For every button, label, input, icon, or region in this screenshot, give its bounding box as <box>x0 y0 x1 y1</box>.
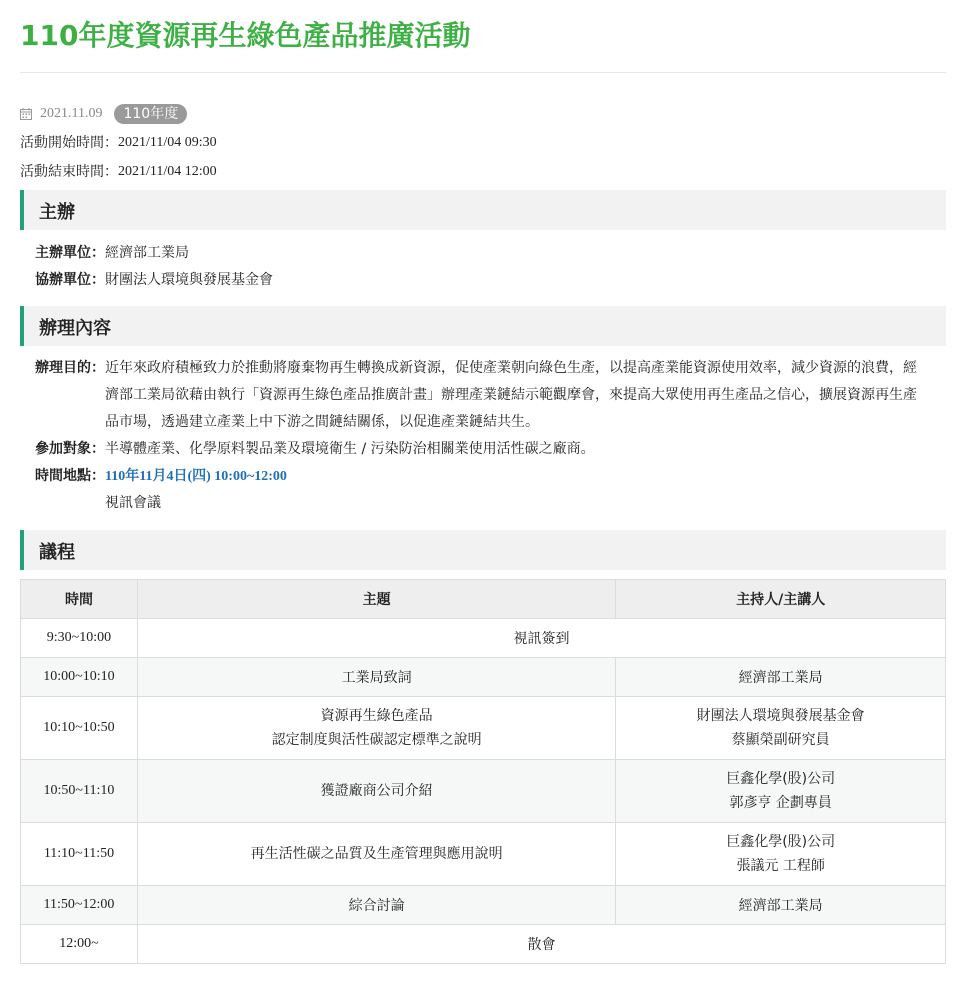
end-time-label: 活動結束時間： <box>20 163 118 180</box>
time-place-row <box>35 463 925 517</box>
page-title: 110年度資源再生綠色產品推廣活動 <box>20 19 471 52</box>
row-time: 11:10~11:50 <box>21 823 138 886</box>
row-speaker: 經濟部工業局 <box>616 658 946 697</box>
co-organizer-value: 財團法人環境與發展基金會 <box>105 272 273 288</box>
time-place-values <box>105 463 925 517</box>
row-speaker <box>616 697 946 760</box>
row-time: 9:30~10:00 <box>21 619 138 658</box>
content-info <box>35 355 925 517</box>
header-topic: 主題 <box>137 580 615 619</box>
table-row <box>21 658 946 697</box>
host-label: 主辦單位： <box>35 245 105 261</box>
agenda-table <box>20 579 946 964</box>
row-topic: 再生活性碳之品質及生產管理與應用說明 <box>137 823 615 886</box>
table-row <box>21 697 946 760</box>
target-row <box>35 436 925 463</box>
target-label: 參加對象： <box>35 441 105 457</box>
row-speaker-line1: 巨鑫化學(股)公司 <box>726 834 836 850</box>
row-topic: 綜合討論 <box>137 886 615 925</box>
table-row <box>21 886 946 925</box>
purpose-row <box>35 355 925 436</box>
row-speaker-line2: 蔡顯榮副研究員 <box>731 732 830 748</box>
target-value: 半導體產業、化學原料製品業及環境衛生 / 污染防治相關業使用活性碳之廠商。 <box>105 441 595 457</box>
row-time: 11:50~12:00 <box>21 886 138 925</box>
time-place-label: 時間地點： <box>35 468 105 484</box>
start-time-row <box>20 128 217 157</box>
table-row <box>21 619 946 658</box>
row-speaker <box>616 760 946 823</box>
row-topic-line1: 資源再生綠色產品 <box>320 708 433 724</box>
agenda-heading: 議程 <box>39 542 75 563</box>
host-row <box>35 240 925 267</box>
organizer-section-header <box>20 190 946 230</box>
event-place: 視訊會議 <box>105 495 161 511</box>
content-heading: 辦理內容 <box>39 318 111 339</box>
agenda-header-row <box>21 580 946 619</box>
table-row <box>21 823 946 886</box>
row-topic: 視訊簽到 <box>137 619 945 658</box>
row-time: 10:50~11:10 <box>21 760 138 823</box>
purpose-label: 辦理目的： <box>35 360 105 376</box>
row-topic-line2: 認定制度與活性碳認定標準之說明 <box>271 732 482 748</box>
row-topic <box>137 697 615 760</box>
row-time: 10:10~10:50 <box>21 697 138 760</box>
content-section-header <box>20 306 946 346</box>
start-time-value: 2021/11/04 09:30 <box>118 134 217 150</box>
header-speaker: 主持人/主講人 <box>616 580 946 619</box>
end-time-row <box>20 157 217 186</box>
date-row <box>20 99 217 128</box>
post-date: 2021.11.09 <box>40 105 103 121</box>
organizer-info <box>35 240 925 294</box>
purpose-value: 近年來政府積極致力於推動將廢棄物再生轉換成新資源，促使產業朝向綠色生產，以提高產業能資源使用效率，減少資源的浪費，經濟部工業局欲藉由執行「資源再生綠色產品推廣計畫」辦理產業鏈結示範觀摩會，來提高大眾使用再生產品之信心，擴展資源再生產品市場，透過建立產業上中下游之間鏈結關係，以促進產業鏈結共生。 <box>105 360 917 430</box>
row-speaker-line2: 郭彥亨 企劃專員 <box>729 795 832 811</box>
event-meta <box>20 99 217 186</box>
row-topic: 獲證廠商公司介紹 <box>137 760 615 823</box>
title-divider <box>20 72 946 73</box>
calendar-icon <box>20 108 32 120</box>
row-speaker-line2: 張議元 工程師 <box>736 858 825 874</box>
row-topic: 散會 <box>137 925 945 964</box>
event-time: 110年11月4日(四) 10:00~12:00 <box>105 469 287 484</box>
row-speaker-line1: 財團法人環境與發展基金會 <box>696 708 865 724</box>
host-value: 經濟部工業局 <box>105 245 189 261</box>
table-row <box>21 760 946 823</box>
row-time: 10:00~10:10 <box>21 658 138 697</box>
organizer-heading: 主辦 <box>39 202 75 223</box>
co-organizer-label: 協辦單位： <box>35 272 105 288</box>
row-speaker: 經濟部工業局 <box>616 886 946 925</box>
row-speaker-line1: 巨鑫化學(股)公司 <box>726 771 836 787</box>
end-time-value: 2021/11/04 12:00 <box>118 163 217 179</box>
co-organizer-row <box>35 267 925 294</box>
row-speaker <box>616 823 946 886</box>
start-time-label: 活動開始時間： <box>20 134 118 151</box>
header-time: 時間 <box>21 580 138 619</box>
row-time: 12:00~ <box>21 925 138 964</box>
year-badge[interactable]: 110年度 <box>114 104 187 124</box>
table-row <box>21 925 946 964</box>
row-topic: 工業局致詞 <box>137 658 615 697</box>
agenda-section-header <box>20 530 946 570</box>
